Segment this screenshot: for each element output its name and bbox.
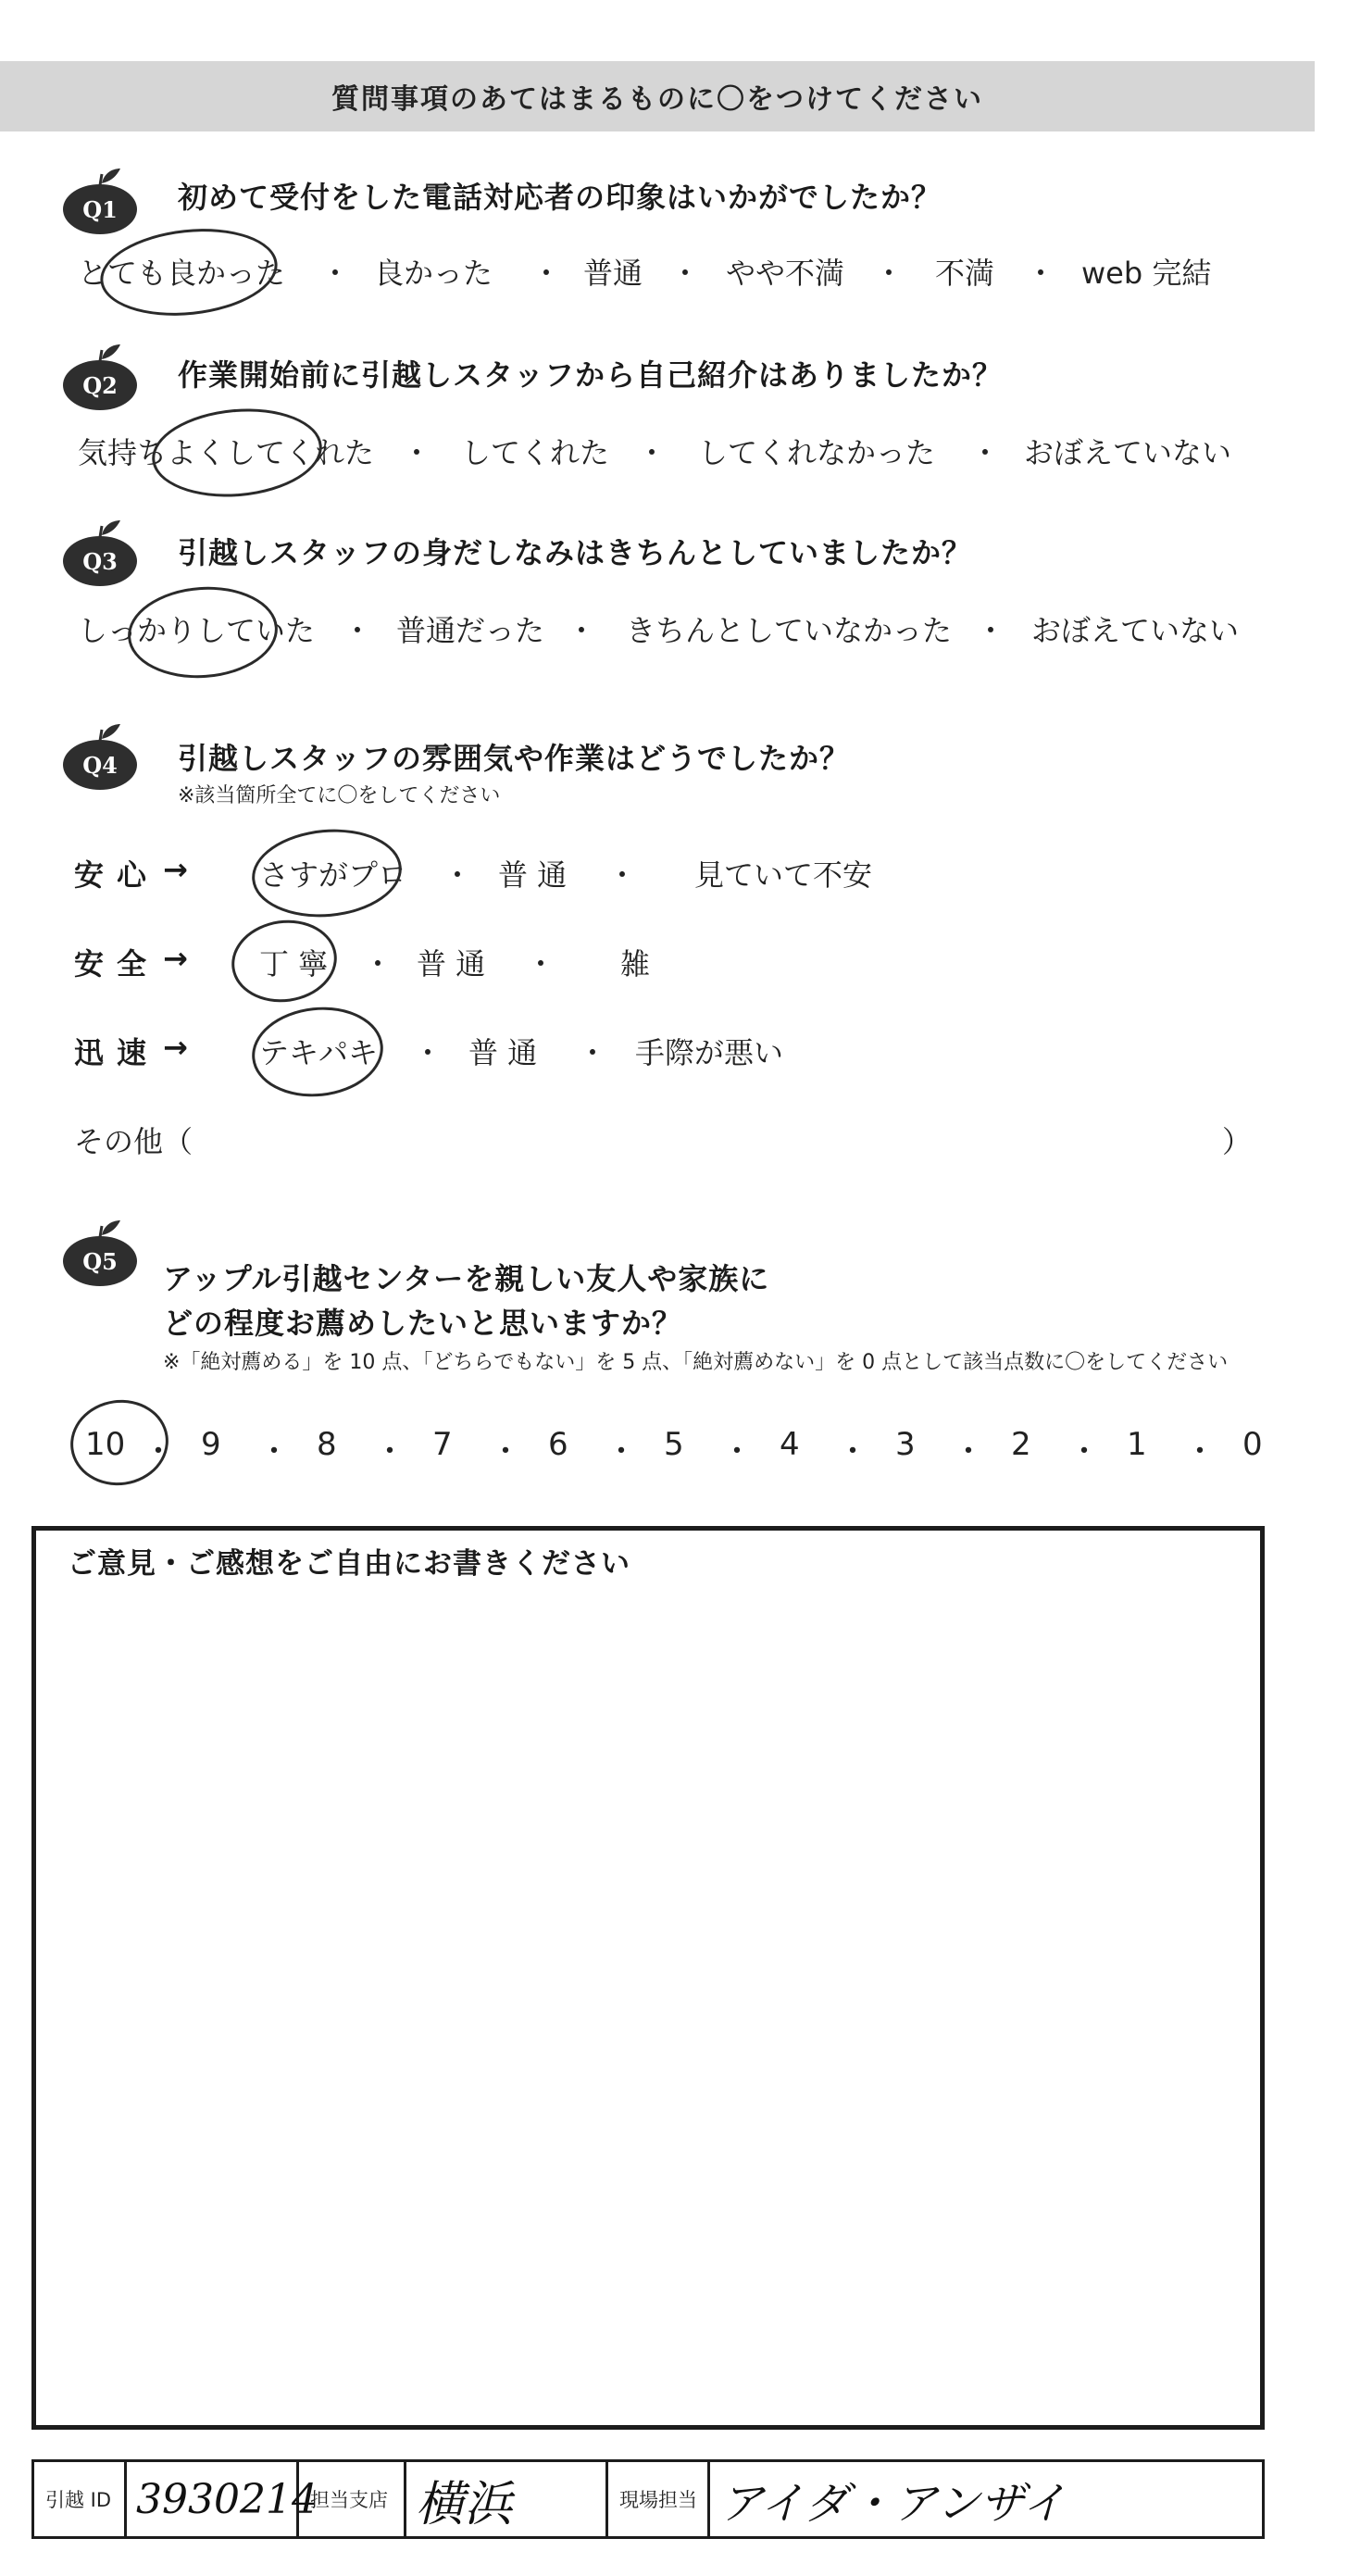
q2-options: [78, 430, 1281, 470]
q1-option-dissatisfied[interactable]: 不満: [935, 256, 995, 291]
q1-option-good[interactable]: 良かった: [374, 256, 493, 291]
separator: ・: [258, 1433, 290, 1470]
q4-category-jinsoku: 迅速: [74, 1035, 160, 1070]
separator: ・: [1026, 256, 1056, 291]
q5-score-3[interactable]: 3: [895, 1426, 916, 1463]
separator: ・: [531, 256, 562, 291]
q2-apple-badge-icon: [56, 339, 144, 413]
q4-anshin-option-pro[interactable]: さすがプロ: [259, 857, 408, 893]
q5-score-8[interactable]: 8: [317, 1426, 337, 1463]
q5-score-0[interactable]: 0: [1242, 1426, 1263, 1463]
q4-question: 引越しスタッフの雰囲気や作業はどうでしたか？: [178, 741, 851, 776]
q4-category-anshin: 安心: [74, 857, 160, 893]
q5-score-7[interactable]: 7: [432, 1426, 453, 1463]
q2-question: 作業開始前に引越しスタッフから自己紹介はありましたか？: [178, 357, 1004, 393]
separator: ・: [670, 256, 701, 291]
q3-option-normal[interactable]: 普通だった: [396, 613, 545, 648]
move-id-value: 3930214: [136, 2475, 318, 2523]
arrow-right-icon: →: [163, 852, 188, 887]
q4-anzen-option-rough[interactable]: 雑: [620, 946, 651, 982]
q3-option-neat[interactable]: しっかりしていた: [78, 613, 316, 648]
separator: ・: [443, 857, 473, 893]
footer-table: [31, 2459, 1265, 2539]
q4-other-close: ）: [1222, 1124, 1253, 1159]
q1-option-very-good[interactable]: とても良かった: [78, 256, 286, 291]
separator: ・: [1068, 1433, 1100, 1470]
q4-apple-badge-icon: [56, 719, 144, 793]
q3-question: 引越しスタッフの身だしなみはきちんとしていましたか？: [178, 535, 973, 570]
q4-note: ※該当箇所全てに〇をしてください: [178, 784, 501, 807]
q5-score-2[interactable]: 2: [1011, 1426, 1031, 1463]
comments-box[interactable]: [31, 1526, 1265, 2430]
separator: ・: [490, 1433, 521, 1470]
q5-score-5[interactable]: 5: [664, 1426, 684, 1463]
q5-score-10[interactable]: 10: [85, 1426, 126, 1463]
separator: ・: [374, 1433, 406, 1470]
q5-note: ※「絶対薦める」を 10 点、「どちらでもない」を 5 点、「絶対薦めない」を 0 点として該当点数に〇をしてください: [163, 1351, 1229, 1374]
q4-jinsoku-option-normal[interactable]: 普 通: [468, 1035, 538, 1070]
q2-option-pleasant[interactable]: 気持ちよくしてくれた: [78, 435, 375, 470]
separator: ・: [953, 1433, 984, 1470]
instructions-header: [0, 61, 1315, 131]
q3-badge-label: Q3: [82, 548, 118, 575]
q4-anshin-options: [259, 852, 1185, 893]
q4-anzen-option-normal[interactable]: 普 通: [417, 946, 486, 982]
q2-option-dont-remember[interactable]: おぼえていない: [1024, 435, 1232, 470]
q3-option-not-neat[interactable]: きちんとしていなかった: [626, 613, 953, 648]
q3-apple-badge-icon: [56, 515, 144, 589]
q4-jinsoku-option-clumsy[interactable]: 手際が悪い: [635, 1035, 784, 1070]
separator: ・: [837, 1433, 868, 1470]
q1-question: 初めて受付をした電話対応者の印象はいかがでしたか？: [178, 180, 942, 215]
separator: ・: [402, 435, 432, 470]
q2-option-did-not[interactable]: してくれなかった: [698, 435, 936, 470]
staff-value: アイダ・アンザイ: [719, 2477, 1067, 2530]
q1-option-web[interactable]: web 完結: [1081, 256, 1212, 291]
q1-badge-label: Q1: [82, 196, 118, 223]
q2-badge-label: Q2: [82, 372, 118, 399]
q4-anzen-options: [259, 941, 1185, 982]
separator: ・: [363, 946, 393, 982]
separator: ・: [526, 946, 556, 982]
arrow-right-icon: →: [163, 941, 188, 976]
q5-score-9[interactable]: 9: [201, 1426, 221, 1463]
move-id-label-cell: [34, 2462, 127, 2536]
separator: ・: [970, 435, 1001, 470]
separator: ・: [637, 435, 668, 470]
q4-jinsoku-options: [259, 1030, 1185, 1070]
move-id-label: 引越 ID: [45, 2489, 112, 2511]
separator: ・: [143, 1433, 174, 1470]
separator: ・: [567, 613, 597, 648]
q4-other-field[interactable]: [74, 1119, 1253, 1159]
q5-question-line2: どの程度お薦めしたいと思いますか？: [163, 1306, 683, 1341]
q4-jinsoku-option-brisk[interactable]: テキパキ: [259, 1035, 379, 1070]
q4-other-label: その他（: [74, 1124, 193, 1159]
q1-options: [78, 250, 1281, 291]
q2-option-did[interactable]: してくれた: [461, 435, 610, 470]
q5-question-line1: アップル引越センターを親しい友人や家族に: [163, 1261, 770, 1296]
branch-value-cell[interactable]: [406, 2462, 608, 2536]
q5-score-scale: [85, 1426, 1263, 1470]
separator: ・: [578, 1035, 608, 1070]
q5-badge-label: Q5: [82, 1248, 118, 1275]
separator: ・: [320, 256, 351, 291]
q1-option-normal[interactable]: 普通: [583, 256, 643, 291]
q4-badge-label: Q4: [82, 752, 118, 779]
q5-score-4[interactable]: 4: [780, 1426, 800, 1463]
header-title: 質問事項のあてはまるものに〇をつけてください: [331, 83, 983, 116]
separator: ・: [413, 1035, 443, 1070]
separator: ・: [605, 1433, 637, 1470]
staff-label: 現場担当: [619, 2489, 697, 2511]
q3-option-dont-remember[interactable]: おぼえていない: [1031, 613, 1240, 648]
branch-label: 担当支店: [310, 2489, 388, 2511]
q5-apple-badge-icon: [56, 1215, 144, 1289]
separator: ・: [721, 1433, 753, 1470]
q4-category-anzen: 安全: [74, 946, 160, 982]
q1-option-slightly-dissatisfied[interactable]: やや不満: [726, 256, 845, 291]
q5-score-1[interactable]: 1: [1127, 1426, 1147, 1463]
separator: ・: [343, 613, 373, 648]
q4-anshin-option-normal[interactable]: 普 通: [498, 857, 568, 893]
arrow-right-icon: →: [163, 1030, 188, 1065]
separator: ・: [1184, 1433, 1216, 1470]
separator: ・: [874, 256, 905, 291]
q1-apple-badge-icon: [56, 163, 144, 237]
staff-value-cell[interactable]: [710, 2462, 1262, 2536]
move-id-value-cell[interactable]: [127, 2462, 318, 2536]
separator: ・: [607, 857, 638, 893]
q4-anzen-option-careful[interactable]: 丁 寧: [259, 946, 329, 982]
branch-value: 横浜: [416, 2476, 513, 2532]
q5-score-6[interactable]: 6: [548, 1426, 568, 1463]
q3-options: [78, 607, 1281, 648]
staff-label-cell: [608, 2462, 710, 2536]
q4-anshin-option-uneasy[interactable]: 見ていて不安: [694, 857, 873, 893]
separator: ・: [976, 613, 1006, 648]
branch-label-cell: [299, 2462, 406, 2536]
comments-title: ご意見・ご感想をご自由にお書きください: [68, 1547, 630, 1581]
